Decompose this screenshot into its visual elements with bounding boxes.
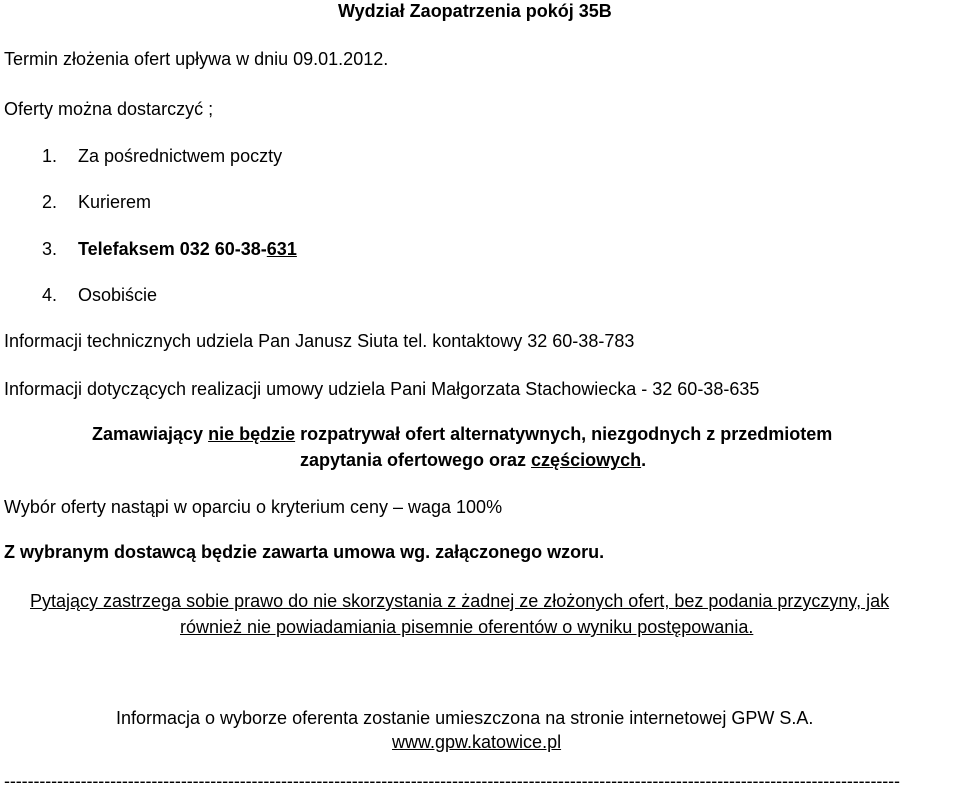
- selection-criteria: Wybór oferty nastąpi w oparciu o kryterium ceny – waga 100%: [4, 497, 503, 517]
- alternatives-text: Zamawiający: [92, 424, 209, 444]
- department-header: Wydział Zaopatrzenia pokój 35B: [338, 1, 612, 21]
- list-item-text: Za pośrednictwem poczty: [78, 146, 283, 166]
- reservation-line-2: również nie powiadamiania pisemnie oferentów o wyniku postępowania.: [180, 617, 754, 637]
- list-number: 4.: [42, 285, 58, 305]
- alternatives-emphasis: częściowych: [531, 450, 642, 470]
- publication-url-line: [392, 731, 561, 753]
- contract-agreement: Z wybranym dostawcą będzie zawarta umowa wg. załączonego wzoru.: [4, 542, 605, 562]
- technical-contact: Informacji technicznych udziela Pan Janusz Siuta tel. kontaktowy 32 60-38-783: [4, 331, 635, 351]
- alternatives-line-1: [92, 423, 832, 445]
- list-number: 2.: [42, 192, 58, 212]
- list-number: 3.: [42, 239, 58, 259]
- deadline-text: Termin złożenia ofert upływa w dniu 09.01.2012.: [4, 49, 389, 69]
- list-item-text: Osobiście: [78, 285, 158, 305]
- reservation-line-1: Pytający zastrzega sobie prawo do nie skorzystania z żadnej ze złożonych ofert, bez podania przyczyny, jak: [30, 591, 890, 611]
- alternatives-period: .: [641, 450, 647, 470]
- website-link[interactable]: www.gpw.katowice.pl: [392, 732, 562, 752]
- fax-suffix: 631: [266, 239, 297, 259]
- contract-contact: Informacji dotyczących realizacji umowy udziela Pani Małgorzata Stachowiecka - 32 60-38-635: [4, 379, 760, 399]
- list-item-text: Kurierem: [78, 192, 152, 212]
- delivery-intro: Oferty można dostarczyć ;: [4, 99, 214, 119]
- list-number: 1.: [42, 146, 58, 166]
- fax-prefix: Telefaksem 032 60-38-: [78, 239, 267, 259]
- fax-number-text: [78, 238, 297, 260]
- alternatives-text: zapytania ofertowego oraz: [300, 450, 532, 470]
- alternatives-emphasis: nie będzie: [208, 424, 296, 444]
- publication-info: Informacja o wyborze oferenta zostanie umieszczona na stronie internetowej GPW S.A.: [116, 708, 814, 728]
- alternatives-line-2: [300, 449, 646, 471]
- separator-line: --------------------------------------------------------------------------------------------------------------------------------------------------------: [4, 772, 900, 790]
- alternatives-text: rozpatrywał ofert alternatywnych, niezgodnych z przedmiotem: [295, 424, 833, 444]
